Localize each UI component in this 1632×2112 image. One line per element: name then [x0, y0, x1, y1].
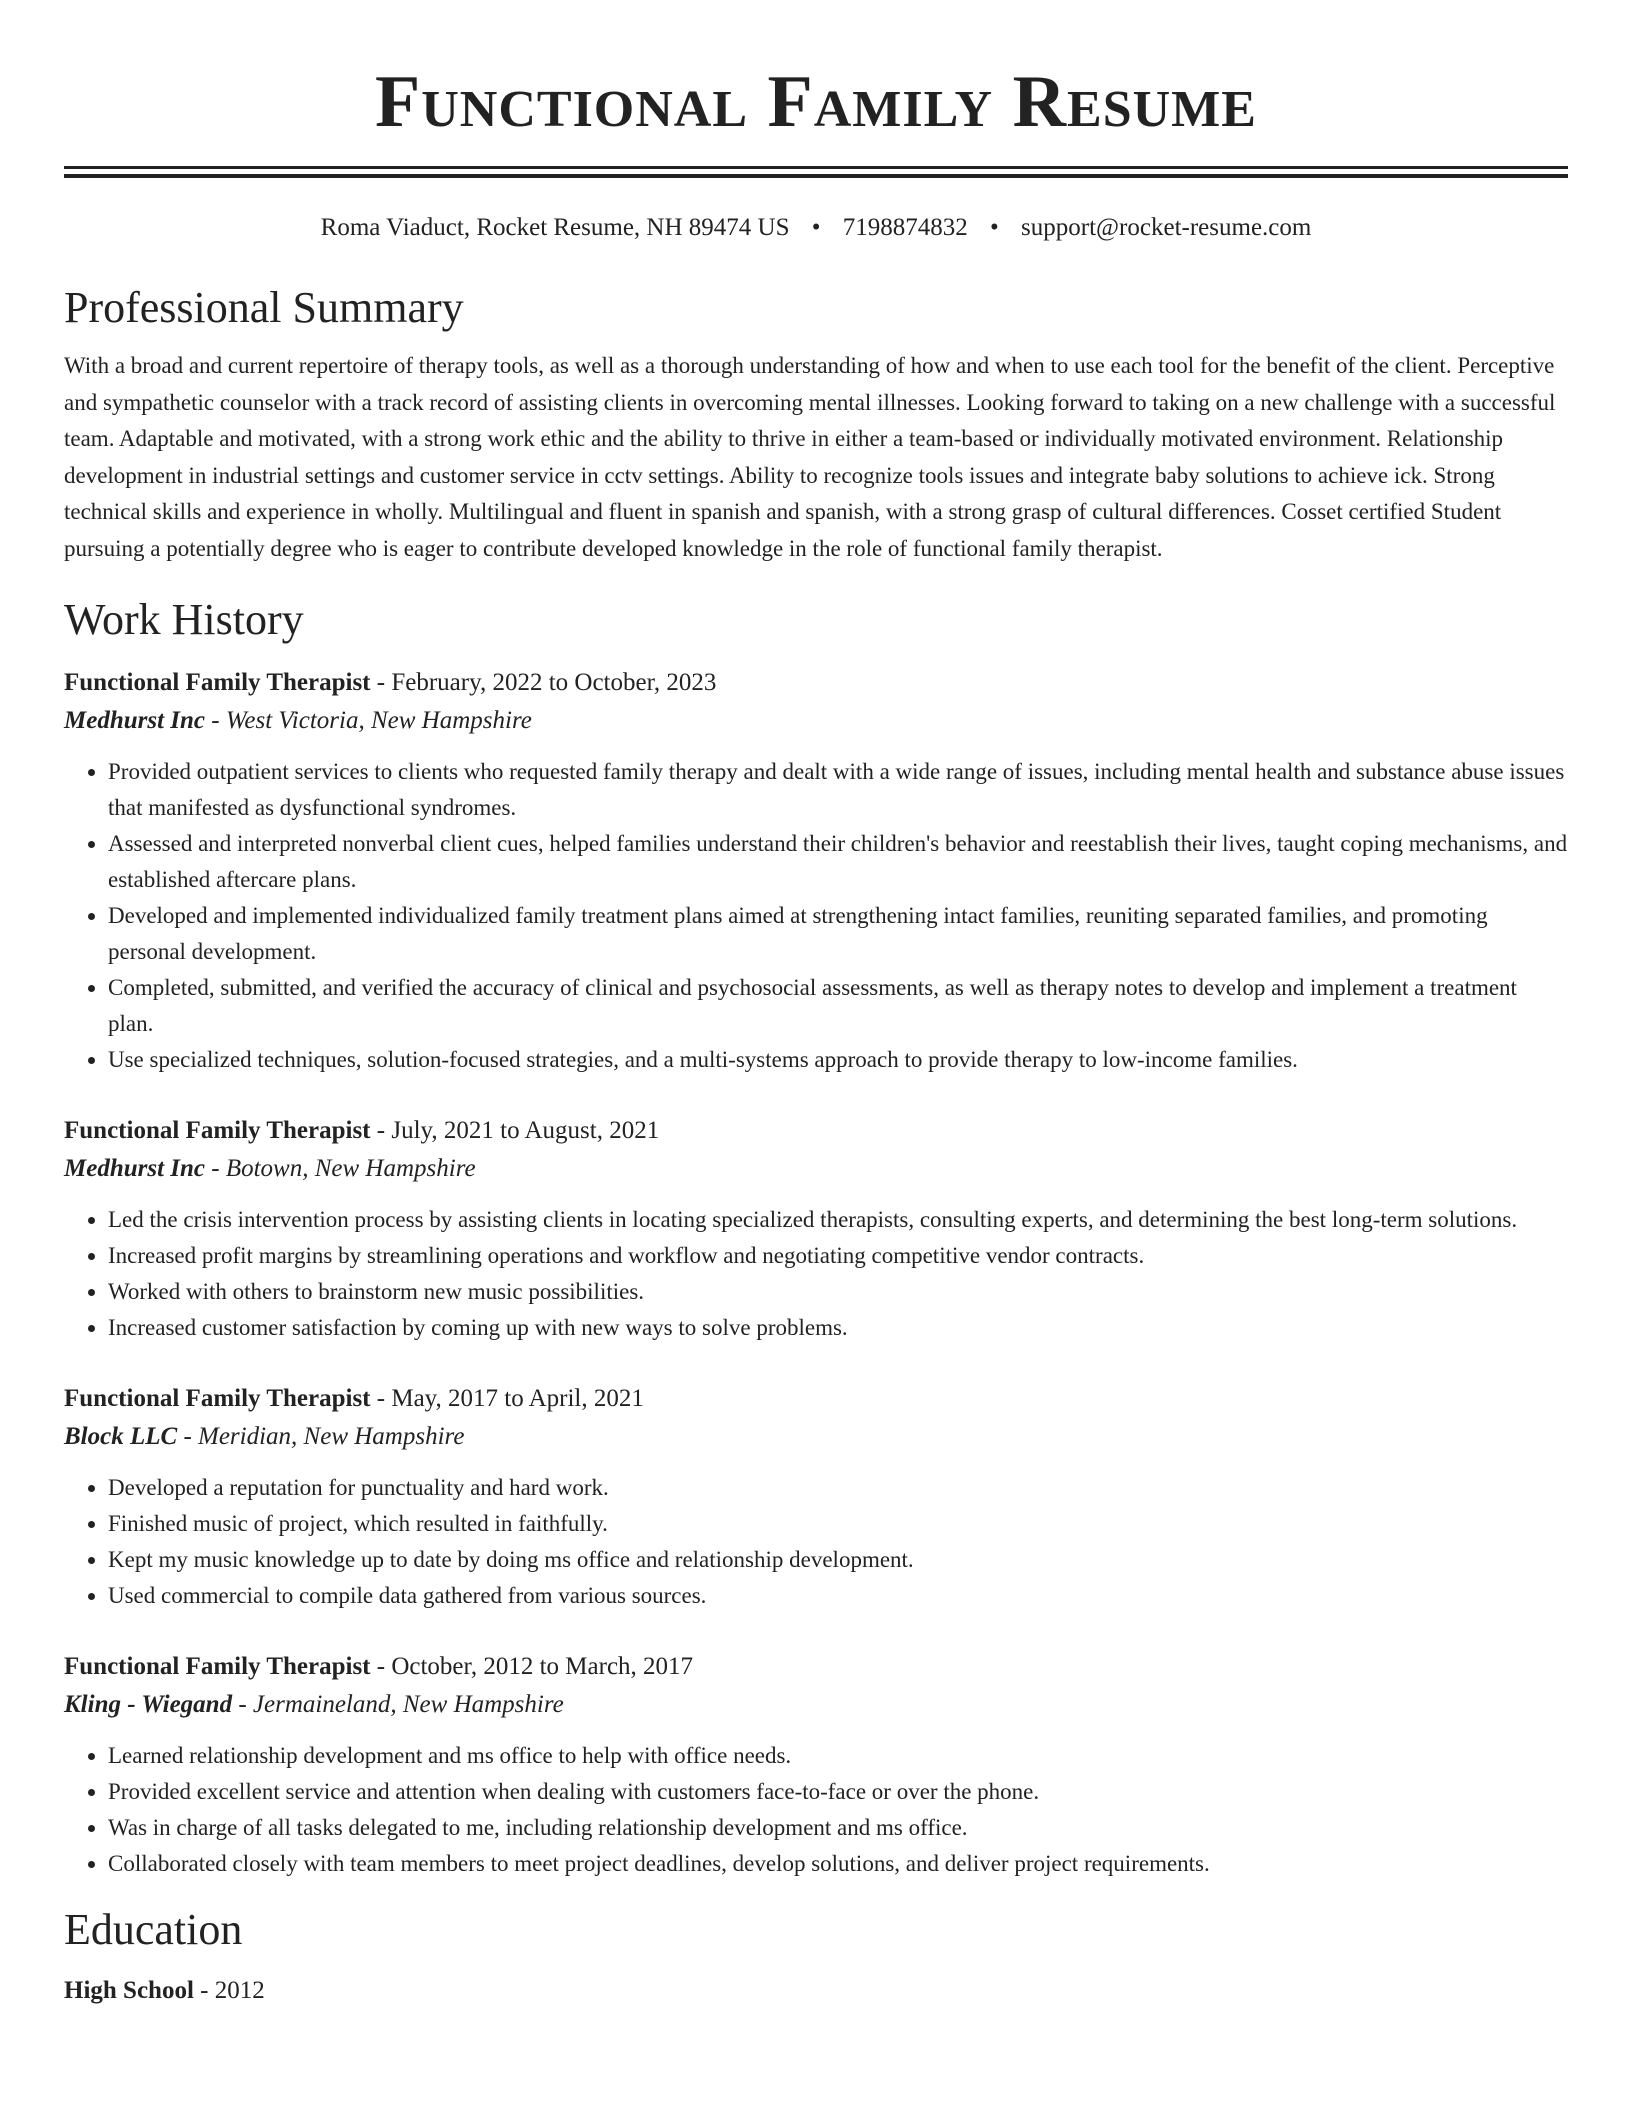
- company-name: Kling - Wiegand: [64, 1690, 233, 1718]
- job-title-line: [64, 664, 1568, 702]
- job-dates: - February, 2022 to October, 2023: [370, 668, 717, 696]
- job-title: Functional Family Therapist: [64, 668, 371, 696]
- list-item: • Worked with others to brainstorm new music possibilities.: [108, 1274, 1568, 1310]
- company-line: [64, 1418, 1568, 1456]
- list-item: • Use specialized techniques, solution-focused strategies, and a multi-systems approach to provide therapy to low-income families.: [108, 1042, 1568, 1078]
- contact-phone: 7198874832: [842, 214, 968, 241]
- job-title: Functional Family Therapist: [64, 1652, 371, 1680]
- list-item: • Increased customer satisfaction by coming up with new ways to solve problems.: [108, 1310, 1568, 1346]
- resume-title: Functional Family Resume: [375, 61, 1257, 143]
- list-item: • Developed and implemented individualized family treatment plans aimed at strengthening intact families, reuniting separated families, and promoting personal development.: [108, 898, 1568, 970]
- job-bullets: [64, 1202, 1568, 1346]
- list-item: • Assessed and interpreted nonverbal client cues, helped families understand their children's behavior and reestablish their lives, taught coping mechanisms, and established aftercare plans.: [108, 826, 1568, 898]
- job-title: Functional Family Therapist: [64, 1384, 371, 1412]
- company-name: Medhurst Inc: [64, 706, 206, 734]
- company-line: [64, 702, 1568, 740]
- education-degree: High School: [64, 1976, 194, 2004]
- job-entry: [64, 1648, 1568, 1882]
- title-double-rule: [64, 166, 1568, 178]
- job-bullets: [64, 754, 1568, 1078]
- contact-address: Roma Viaduct, Rocket Resume, NH 89474 US: [320, 214, 790, 241]
- bullet-separator-icon: •: [811, 214, 821, 241]
- job-dates: - July, 2021 to August, 2021: [370, 1116, 660, 1144]
- job-entry: [64, 1112, 1568, 1346]
- education-year: - 2012: [193, 1976, 265, 2004]
- resume-page: [64, 0, 1568, 2010]
- list-item: • Developed a reputation for punctuality and hard work.: [108, 1470, 1568, 1506]
- company-location: - Meridian, New Hampshire: [177, 1422, 465, 1450]
- list-item: • Finished music of project, which resulted in faithfully.: [108, 1506, 1568, 1542]
- work-history-heading: Work History: [64, 594, 304, 644]
- list-item: • Learned relationship development and ms office to help with office needs.: [108, 1738, 1568, 1774]
- summary-text: With a broad and current repertoire of therapy tools, as well as a thorough understanding of how and when to use each tool for the benefit of the client. Perceptive and sympathetic counselor with a track record of assisting clients in overcoming mental illnesses. Looking forward to taking on a new challenge with a successful team. Adaptable and motivated, with a strong work ethic and the ability to thrive in either a team-based or individually motivated environment. Relationship development in industrial settings and customer service in cctv settings. Ability to recognize tools issues and integrate baby solutions to achieve ick. Strong technical skills and experience in wholly. Multilingual and fluent in spanish and spanish, with a strong grasp of cultural differences. Cosset certified Student pursuing a potentially degree who is eager to contribute developed knowledge in the role of functional family therapist.: [64, 353, 1556, 561]
- list-item: • Completed, submitted, and verified the accuracy of clinical and psychosocial assessments, as well as therapy notes to develop and implement a treatment plan.: [108, 970, 1568, 1042]
- job-entry: [64, 664, 1568, 1078]
- company-location: - West Victoria, New Hampshire: [205, 706, 532, 734]
- company-location: - Jermaineland, New Hampshire: [232, 1690, 564, 1718]
- list-item: • Was in charge of all tasks delegated to me, including relationship development and ms office.: [108, 1810, 1568, 1846]
- job-bullets: [64, 1738, 1568, 1882]
- job-bullets: [64, 1470, 1568, 1614]
- job-entry: [64, 1380, 1568, 1614]
- job-title-line: [64, 1380, 1568, 1418]
- company-name: Medhurst Inc: [64, 1154, 206, 1182]
- job-title: Functional Family Therapist: [64, 1116, 371, 1144]
- job-title-line: [64, 1648, 1568, 1686]
- list-item: • Provided outpatient services to clients who requested family therapy and dealt with a wide range of issues, including mental health and substance abuse issues that manifested as dysfunctional syndromes.: [108, 754, 1568, 826]
- education-entry: [64, 1972, 1568, 2010]
- job-dates: - October, 2012 to March, 2017: [370, 1652, 694, 1680]
- company-line: [64, 1150, 1568, 1188]
- bullet-separator-icon: •: [990, 214, 999, 241]
- company-name: Block LLC: [64, 1422, 178, 1450]
- education-heading: Education: [64, 1904, 243, 1954]
- list-item: • Collaborated closely with team members to meet project deadlines, develop solutions, and deliver project requirements.: [108, 1846, 1568, 1882]
- list-item: • Increased profit margins by streamlining operations and workflow and negotiating competitive vendor contracts.: [108, 1238, 1568, 1274]
- summary-heading: Professional Summary: [64, 283, 464, 332]
- job-title-line: [64, 1112, 1568, 1150]
- list-item: • Led the crisis intervention process by assisting clients in locating specialized therapists, consulting experts, and determining the best long-term solutions.: [108, 1202, 1568, 1238]
- list-item: • Used commercial to compile data gathered from various sources.: [108, 1578, 1568, 1614]
- job-dates: - May, 2017 to April, 2021: [370, 1384, 644, 1412]
- list-item: • Kept my music knowledge up to date by doing ms office and relationship development.: [108, 1542, 1568, 1578]
- company-line: [64, 1686, 1568, 1724]
- contact-line: [64, 212, 1568, 244]
- company-location: - Botown, New Hampshire: [205, 1154, 476, 1182]
- list-item: • Provided excellent service and attention when dealing with customers face-to-face or over the phone.: [108, 1774, 1568, 1810]
- contact-email[interactable]: support@rocket-resume.com: [1021, 214, 1312, 241]
